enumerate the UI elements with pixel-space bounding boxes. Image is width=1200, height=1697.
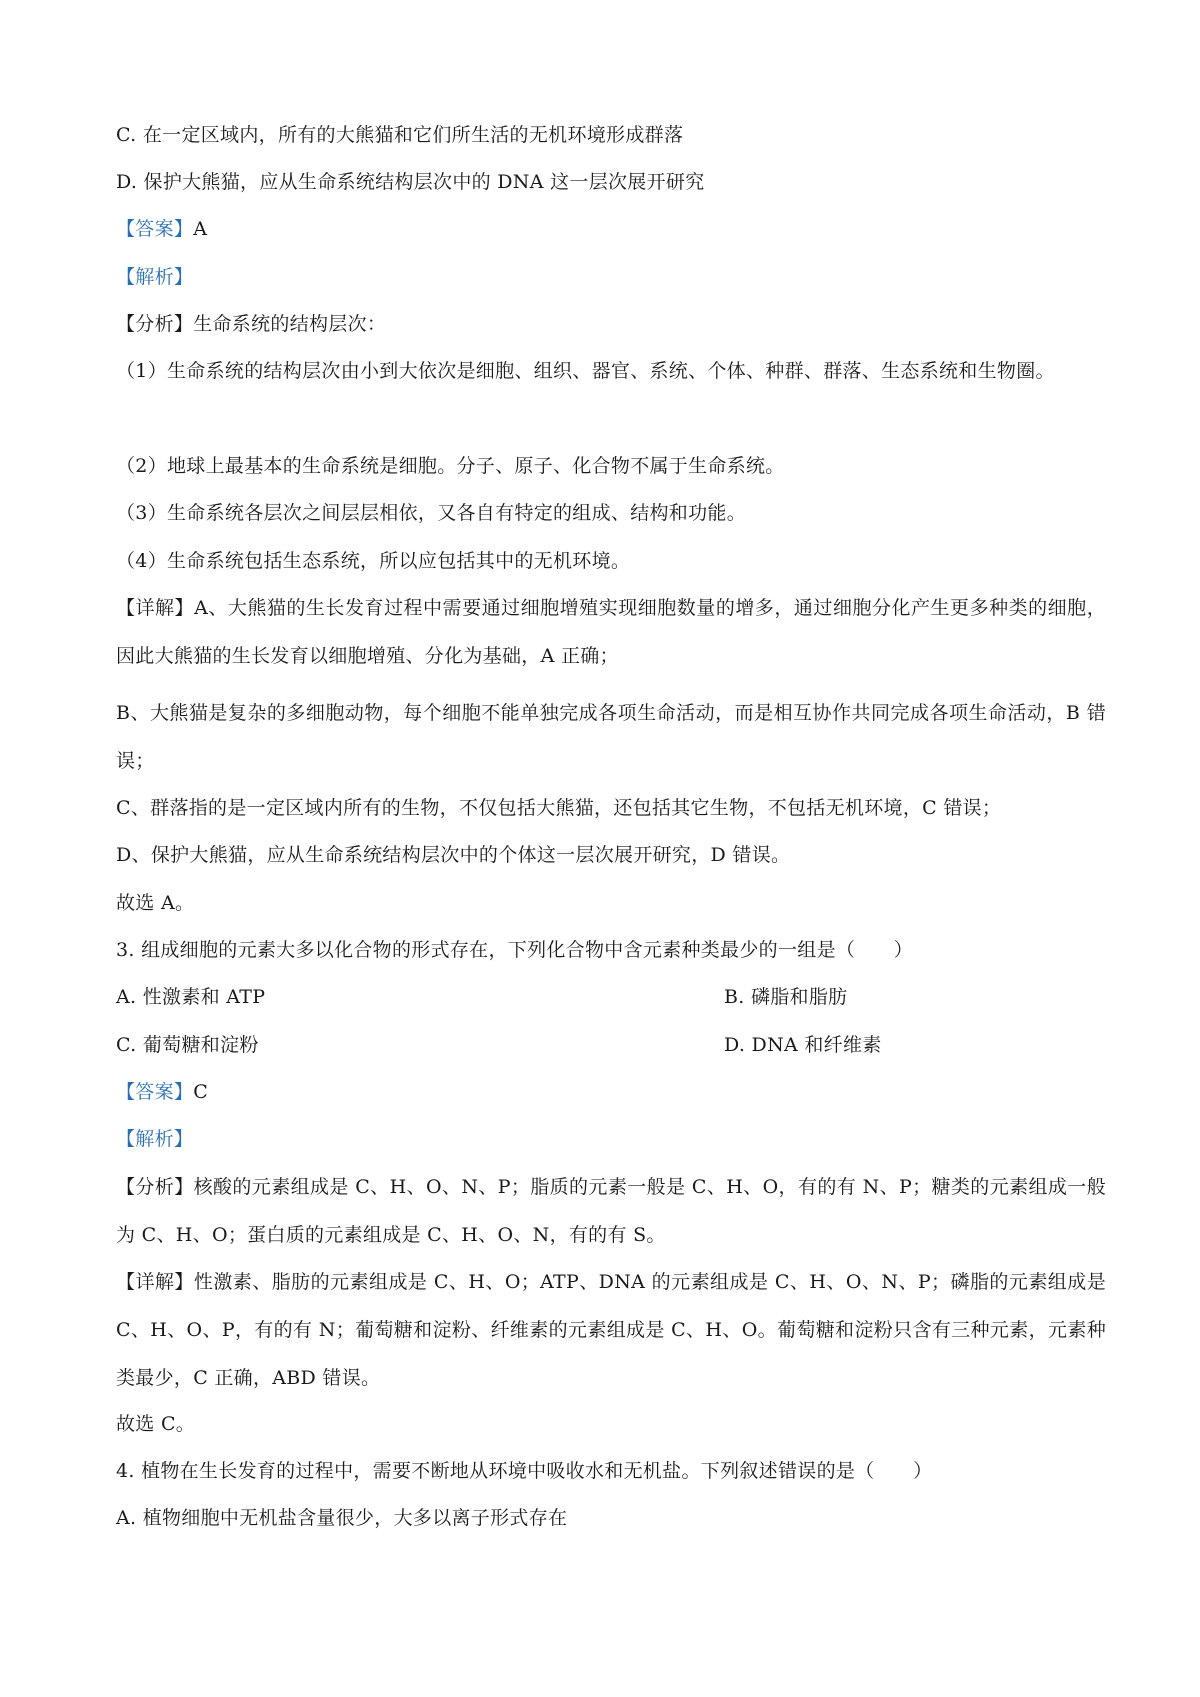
q3-conclusion: 故选 C。 [116, 1413, 196, 1435]
q2-option-d: D. 保护大熊猫，应从生命系统结构层次中的 DNA 这一层次展开研究 [116, 171, 705, 193]
q3-options-row-1 [116, 985, 1106, 1009]
q2-xiangjie-b: B、大熊猫是复杂的多细胞动物，每个细胞不能单独完成各项生命活动，而是相互协作共同完成各项生命活动，B 错误； [116, 702, 1106, 772]
q3-option-a: A. 性激素和 ATP [116, 986, 266, 1008]
xiangjie-text: 性激素、脂肪的元素组成是 C、H、O；ATP、DNA 的元素组成是 C、H、O、N、P；磷脂的元素组成是 C、H、O、P，有的有 N；葡萄糖和淀粉、纤维素的元素组成是 C、H、O。葡萄糖和淀粉只含有三种元素，元素种类最少，C 正确，ABD 错误。 [116, 1271, 1107, 1389]
fenxi-text: 核酸的元素组成是 C、H、O、N、P；脂质的元素一般是 C、H、O，有的有 N、P；糖类的元素组成一般为 C、H、O；蛋白质的元素组成是 C、H、O、N，有的有 S。 [116, 1176, 1107, 1246]
q3-analysis-label [116, 1127, 193, 1151]
q2-conclusion: 故选 A。 [116, 892, 195, 914]
q4-stem: 4. 植物在生长发育的过程中，需要不断地从环境中吸收水和无机盐。下列叙述错误的是（ ） [116, 1460, 933, 1482]
q2-fenxi [116, 312, 386, 336]
analysis-label: 【解析】 [116, 1128, 194, 1150]
q2-xiangjie-a [116, 584, 1106, 680]
q2-fenxi-point-1: （1）生命系统的结构层次由小到大依次是细胞、组织、器官、系统、个体、种群、群落、生态系统和生物圈。 [116, 360, 1055, 382]
q2-xiangjie-c: C、群落指的是一定区域内所有的生物，不仅包括大熊猫，还包括其它生物，不包括无机环境，C 错误； [116, 797, 1002, 819]
answer-label: 【答案】 [116, 218, 194, 240]
xiangjie-label: 【详解】 [116, 597, 195, 619]
fenxi-text: 生命系统的结构层次： [193, 313, 387, 335]
analysis-label: 【解析】 [116, 266, 194, 288]
q3-option-b: B. 磷脂和脂肪 [724, 986, 848, 1008]
q2-fenxi-point-3: （3）生命系统各层次之间层层相依，又各自有特定的组成、结构和功能。 [116, 502, 746, 524]
q3-answer [116, 1080, 208, 1104]
q2-fenxi-point-2: （2）地球上最基本的生命系统是细胞。分子、原子、化合物不属于生命系统。 [116, 455, 785, 477]
q3-option-d: D. DNA 和纤维素 [724, 1034, 882, 1056]
q2-fenxi-point-4: （4）生命系统包括生态系统，所以应包括其中的无机环境。 [116, 550, 631, 572]
fenxi-label: 【分析】 [116, 1176, 194, 1198]
q3-fenxi [116, 1163, 1106, 1259]
q4-option-a: A. 植物细胞中无机盐含量很少，大多以离子形式存在 [116, 1507, 568, 1529]
xiangjie-a-text: A、大熊猫的生长发育过程中需要通过细胞增殖实现细胞数量的增多，通过细胞分化产生更多种类的细胞，因此大熊猫的生长发育以细胞增殖、分化为基础，A 正确； [116, 597, 1106, 667]
answer-value: A [193, 218, 208, 240]
q2-option-c: C. 在一定区域内，所有的大熊猫和它们所生活的无机环境形成群落 [116, 124, 684, 146]
answer-value: C [193, 1081, 209, 1103]
q3-xiangjie [116, 1258, 1106, 1402]
q3-options-row-2 [116, 1033, 1106, 1057]
xiangjie-label: 【详解】 [116, 1271, 194, 1293]
q3-option-c: C. 葡萄糖和淀粉 [116, 1034, 259, 1056]
answer-label: 【答案】 [116, 1081, 194, 1103]
q3-stem: 3. 组成细胞的元素大多以化合物的形式存在，下列化合物中含元素种类最少的一组是（ ） [116, 939, 914, 961]
fenxi-label: 【分析】 [116, 313, 194, 335]
q2-analysis-label [116, 265, 193, 289]
q2-answer [116, 217, 207, 241]
q2-xiangjie-d: D、保护大熊猫，应从生命系统结构层次中的个体这一层次展开研究，D 错误。 [116, 844, 791, 866]
